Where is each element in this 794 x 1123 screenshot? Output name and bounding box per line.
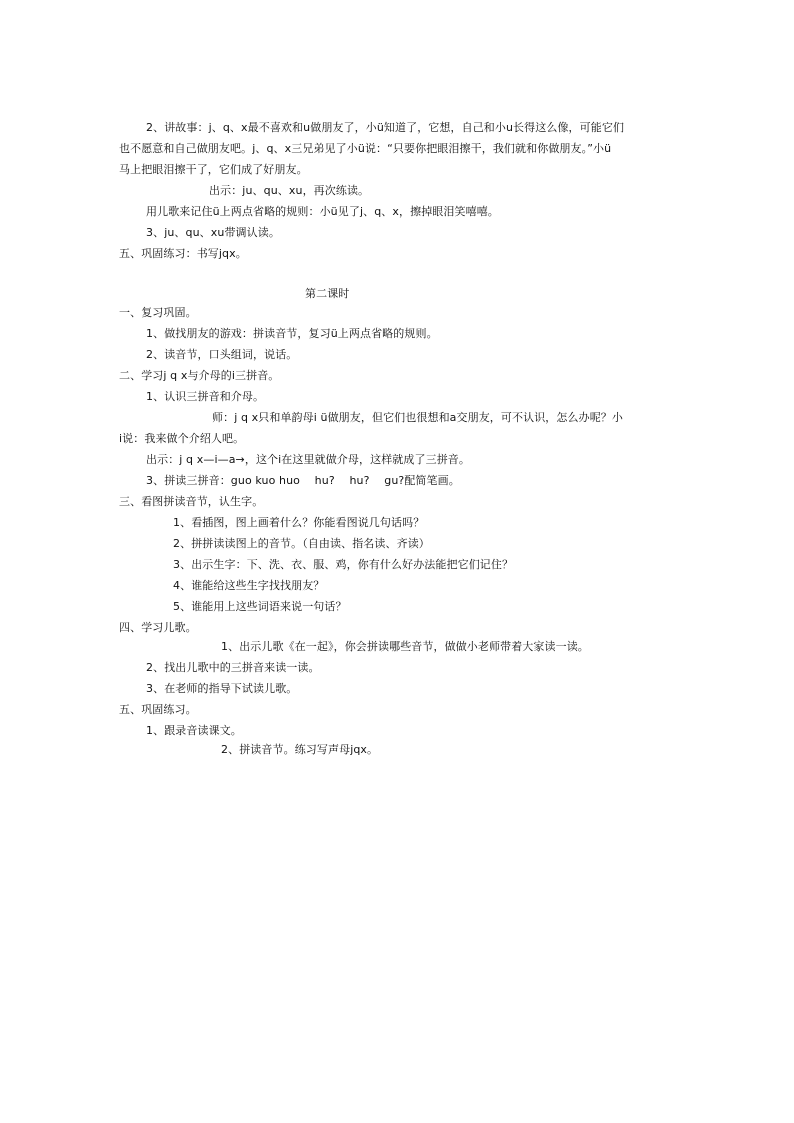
spell-triple: 3、拼读三拼音：guo kuo huo hu? hu? gu?配简笔画。 <box>146 474 460 487</box>
rhyme-rule: 用儿歌来记住ü上两点省略的规则：小ü见了j、q、x，擦掉眼泪笑嘻嘻。 <box>146 205 499 218</box>
teacher-line-2: i说：我来做个介绍人吧。 <box>119 432 245 445</box>
learn-heading: 二、学习j q x与介母的i三拼音。 <box>119 369 280 382</box>
tone-reading: 3、ju、qu、xu带调认读。 <box>146 226 280 239</box>
picture-item-3: 3、出示生字：下、洗、衣、服、鸡，你有什么好办法能把它们记住？ <box>173 558 514 571</box>
story-line-2: 也不愿意和自己做朋友吧。j、q、x三兄弟见了小ü说：“只要你把眼泪擦干，我们就和你做朋友。”小ü <box>119 142 612 155</box>
practice-item-2: 2、拼读音节。练习写声母jqx。 <box>221 743 379 756</box>
consolidate-practice: 五、巩固练习：书写jqx。 <box>119 247 247 260</box>
show-triphthong: 出示：j q x—i—a→，这个i在这里就做介母，这样就成了三拼音。 <box>146 453 471 466</box>
picture-item-5: 5、谁能用上这些词语来说一句话？ <box>173 600 347 613</box>
review-heading: 一、复习巩固。 <box>119 306 197 319</box>
show-syllables: 出示：ju、qu、xu，再次练读。 <box>209 184 370 197</box>
picture-item-4: 4、谁能给这些生字找找朋友？ <box>173 579 325 592</box>
song-item-2: 2、找出儿歌中的三拼音来读一读。 <box>146 661 320 674</box>
teacher-line-1: 师：j q x只和单韵母i ü做朋友，但它们也很想和a交朋友，可不认识，怎么办呢？小 <box>212 411 624 424</box>
practice-item-1: 1、跟录音读课文。 <box>146 724 242 737</box>
review-item-2: 2、读音节，口头组词，说话。 <box>146 348 298 361</box>
review-item-1: 1、做找朋友的游戏：拼读音节，复习ü上两点省略的规则。 <box>146 327 438 340</box>
song-heading: 四、学习儿歌。 <box>119 621 197 634</box>
story-line-3: 马上把眼泪擦干了，它们成了好朋友。 <box>119 163 308 176</box>
picture-item-2: 2、拼拼读读图上的音节。（自由读、指名读、齐读） <box>173 537 430 550</box>
learn-item-1: 1、认识三拼音和介母。 <box>146 390 265 403</box>
song-item-1: 1、出示儿歌《在一起》，你会拼读哪些音节，做做小老师带着大家读一读。 <box>221 640 589 653</box>
story-line-1: 2、讲故事：j、q、x最不喜欢和u做朋友了，小ü知道了，它想，自己和小u长得这么像，可能它们 <box>146 121 625 134</box>
lesson-title: 第二课时 <box>305 287 350 300</box>
picture-heading: 三、看图拼读音节，认生字。 <box>119 495 264 508</box>
song-item-3: 3、在老师的指导下试读儿歌。 <box>146 682 298 695</box>
picture-item-1: 1、看插图，图上画着什么？你能看图说几句话吗？ <box>173 516 425 529</box>
practice-heading: 五、巩固练习。 <box>119 703 197 716</box>
